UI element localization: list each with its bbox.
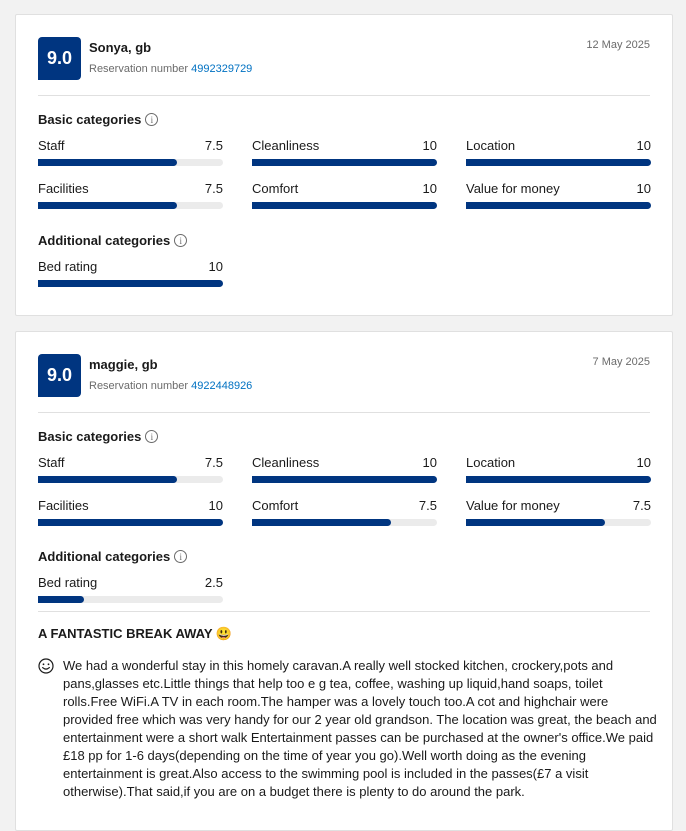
rating-bar	[38, 159, 223, 166]
category-value: 7.5	[418, 498, 437, 513]
section-title-text: Basic categories	[38, 112, 142, 127]
info-icon[interactable]: i	[145, 113, 158, 126]
category-label: Bed rating	[38, 259, 98, 274]
category-value: 10	[636, 181, 651, 196]
category-label: Location	[466, 138, 516, 153]
rating-bar-fill	[466, 202, 651, 209]
category-label: Value for money	[466, 181, 560, 196]
basic-categories-heading	[38, 429, 158, 444]
category-value: 10	[208, 259, 223, 274]
section-title-text: Additional categories	[38, 549, 171, 564]
rating-bar	[252, 519, 437, 526]
reviewer-name: Sonya, gb	[89, 40, 152, 55]
category-value: 10	[208, 498, 223, 513]
rating-bar-fill	[38, 280, 223, 287]
score-badge: 9.0	[38, 354, 81, 397]
rating-bar	[38, 596, 223, 603]
category-value: 10	[422, 455, 437, 470]
rating-bar-fill	[38, 519, 223, 526]
additional-categories-heading	[38, 549, 187, 564]
reservation-label: Reservation number	[89, 380, 189, 392]
category-label: Comfort	[252, 181, 299, 196]
rating-bar-fill	[466, 519, 605, 526]
category-label: Cleanliness	[252, 455, 320, 470]
rating-bar	[38, 202, 223, 209]
smile-icon	[38, 658, 54, 674]
divider	[38, 95, 650, 96]
rating-bar-fill	[252, 202, 437, 209]
rating-bar-fill	[252, 519, 391, 526]
additional-categories-heading	[38, 233, 187, 248]
review-card	[15, 14, 673, 316]
section-title-text: Basic categories	[38, 429, 142, 444]
reservation-number-link[interactable]: 4922448926	[191, 380, 253, 392]
category-value: 7.5	[204, 181, 223, 196]
rating-bar	[466, 476, 651, 483]
reservation-info	[89, 63, 252, 75]
rating-bar-fill	[252, 476, 437, 483]
rating-bar	[38, 519, 223, 526]
category-value: 7.5	[204, 138, 223, 153]
basic-categories-heading	[38, 112, 158, 127]
category-label: Staff	[38, 455, 65, 470]
info-icon[interactable]: i	[145, 430, 158, 443]
category-value: 7.5	[632, 498, 651, 513]
category-label: Value for money	[466, 498, 560, 513]
rating-bar	[466, 202, 651, 209]
category-value: 7.5	[204, 455, 223, 470]
review-card	[15, 331, 673, 831]
rating-bar-fill	[38, 596, 84, 603]
rating-bar-fill	[38, 202, 177, 209]
rating-bar	[466, 159, 651, 166]
category-label: Comfort	[252, 498, 299, 513]
category-value: 10	[422, 138, 437, 153]
reservation-label: Reservation number	[89, 63, 189, 75]
category-label: Staff	[38, 138, 65, 153]
category-label: Facilities	[38, 181, 89, 196]
category-value: 10	[636, 455, 651, 470]
reservation-info	[89, 380, 252, 392]
category-label: Facilities	[38, 498, 89, 513]
rating-bar	[38, 280, 223, 287]
info-icon[interactable]: i	[174, 234, 187, 247]
rating-bar-fill	[38, 159, 177, 166]
rating-bar	[252, 202, 437, 209]
rating-bar	[466, 519, 651, 526]
rating-bar	[252, 159, 437, 166]
divider	[38, 611, 650, 612]
divider	[38, 412, 650, 413]
review-date: 12 May 2025	[586, 39, 650, 51]
reviewer-name: maggie, gb	[89, 357, 158, 372]
score-badge: 9.0	[38, 37, 81, 80]
review-title: A FANTASTIC BREAK AWAY 😃	[38, 626, 233, 641]
rating-bar	[38, 476, 223, 483]
category-label: Cleanliness	[252, 138, 320, 153]
info-icon[interactable]: i	[174, 550, 187, 563]
category-label: Bed rating	[38, 575, 98, 590]
section-title-text: Additional categories	[38, 233, 171, 248]
rating-bar-fill	[252, 159, 437, 166]
category-value: 10	[422, 181, 437, 196]
category-value: 10	[636, 138, 651, 153]
category-label: Location	[466, 455, 516, 470]
rating-bar-fill	[38, 476, 177, 483]
reservation-number-link[interactable]: 4992329729	[191, 63, 253, 75]
category-value: 2.5	[204, 575, 223, 590]
review-text: We had a wonderful stay in this homely caravan.A really well stocked kitchen, crockery,pots and pans,glasses etc.Little things that help too e g tea, coffee, washing up liquid,hand soaps, toilet rolls.Free WiFi.A TV in each room.The hamper was a lovely touch too.A cot and highchair were provided free which was very handy for our 2 year old grandson. The location was great, the beach and entertainment were a short walk Entertainment passes can be purchased at the owner's office.We paid £18 pp for 1-6 days(depending on the time of year you go).Well worth doing as the evening entertainment is great.Also access to the swimming pool is included in the passes(£7 a visit otherwise).That said,if you are on a budget there is plenty to do around the park.	[63, 658, 657, 799]
review-date: 7 May 2025	[592, 356, 650, 368]
rating-bar-fill	[466, 159, 651, 166]
rating-bar-fill	[466, 476, 651, 483]
rating-bar	[252, 476, 437, 483]
